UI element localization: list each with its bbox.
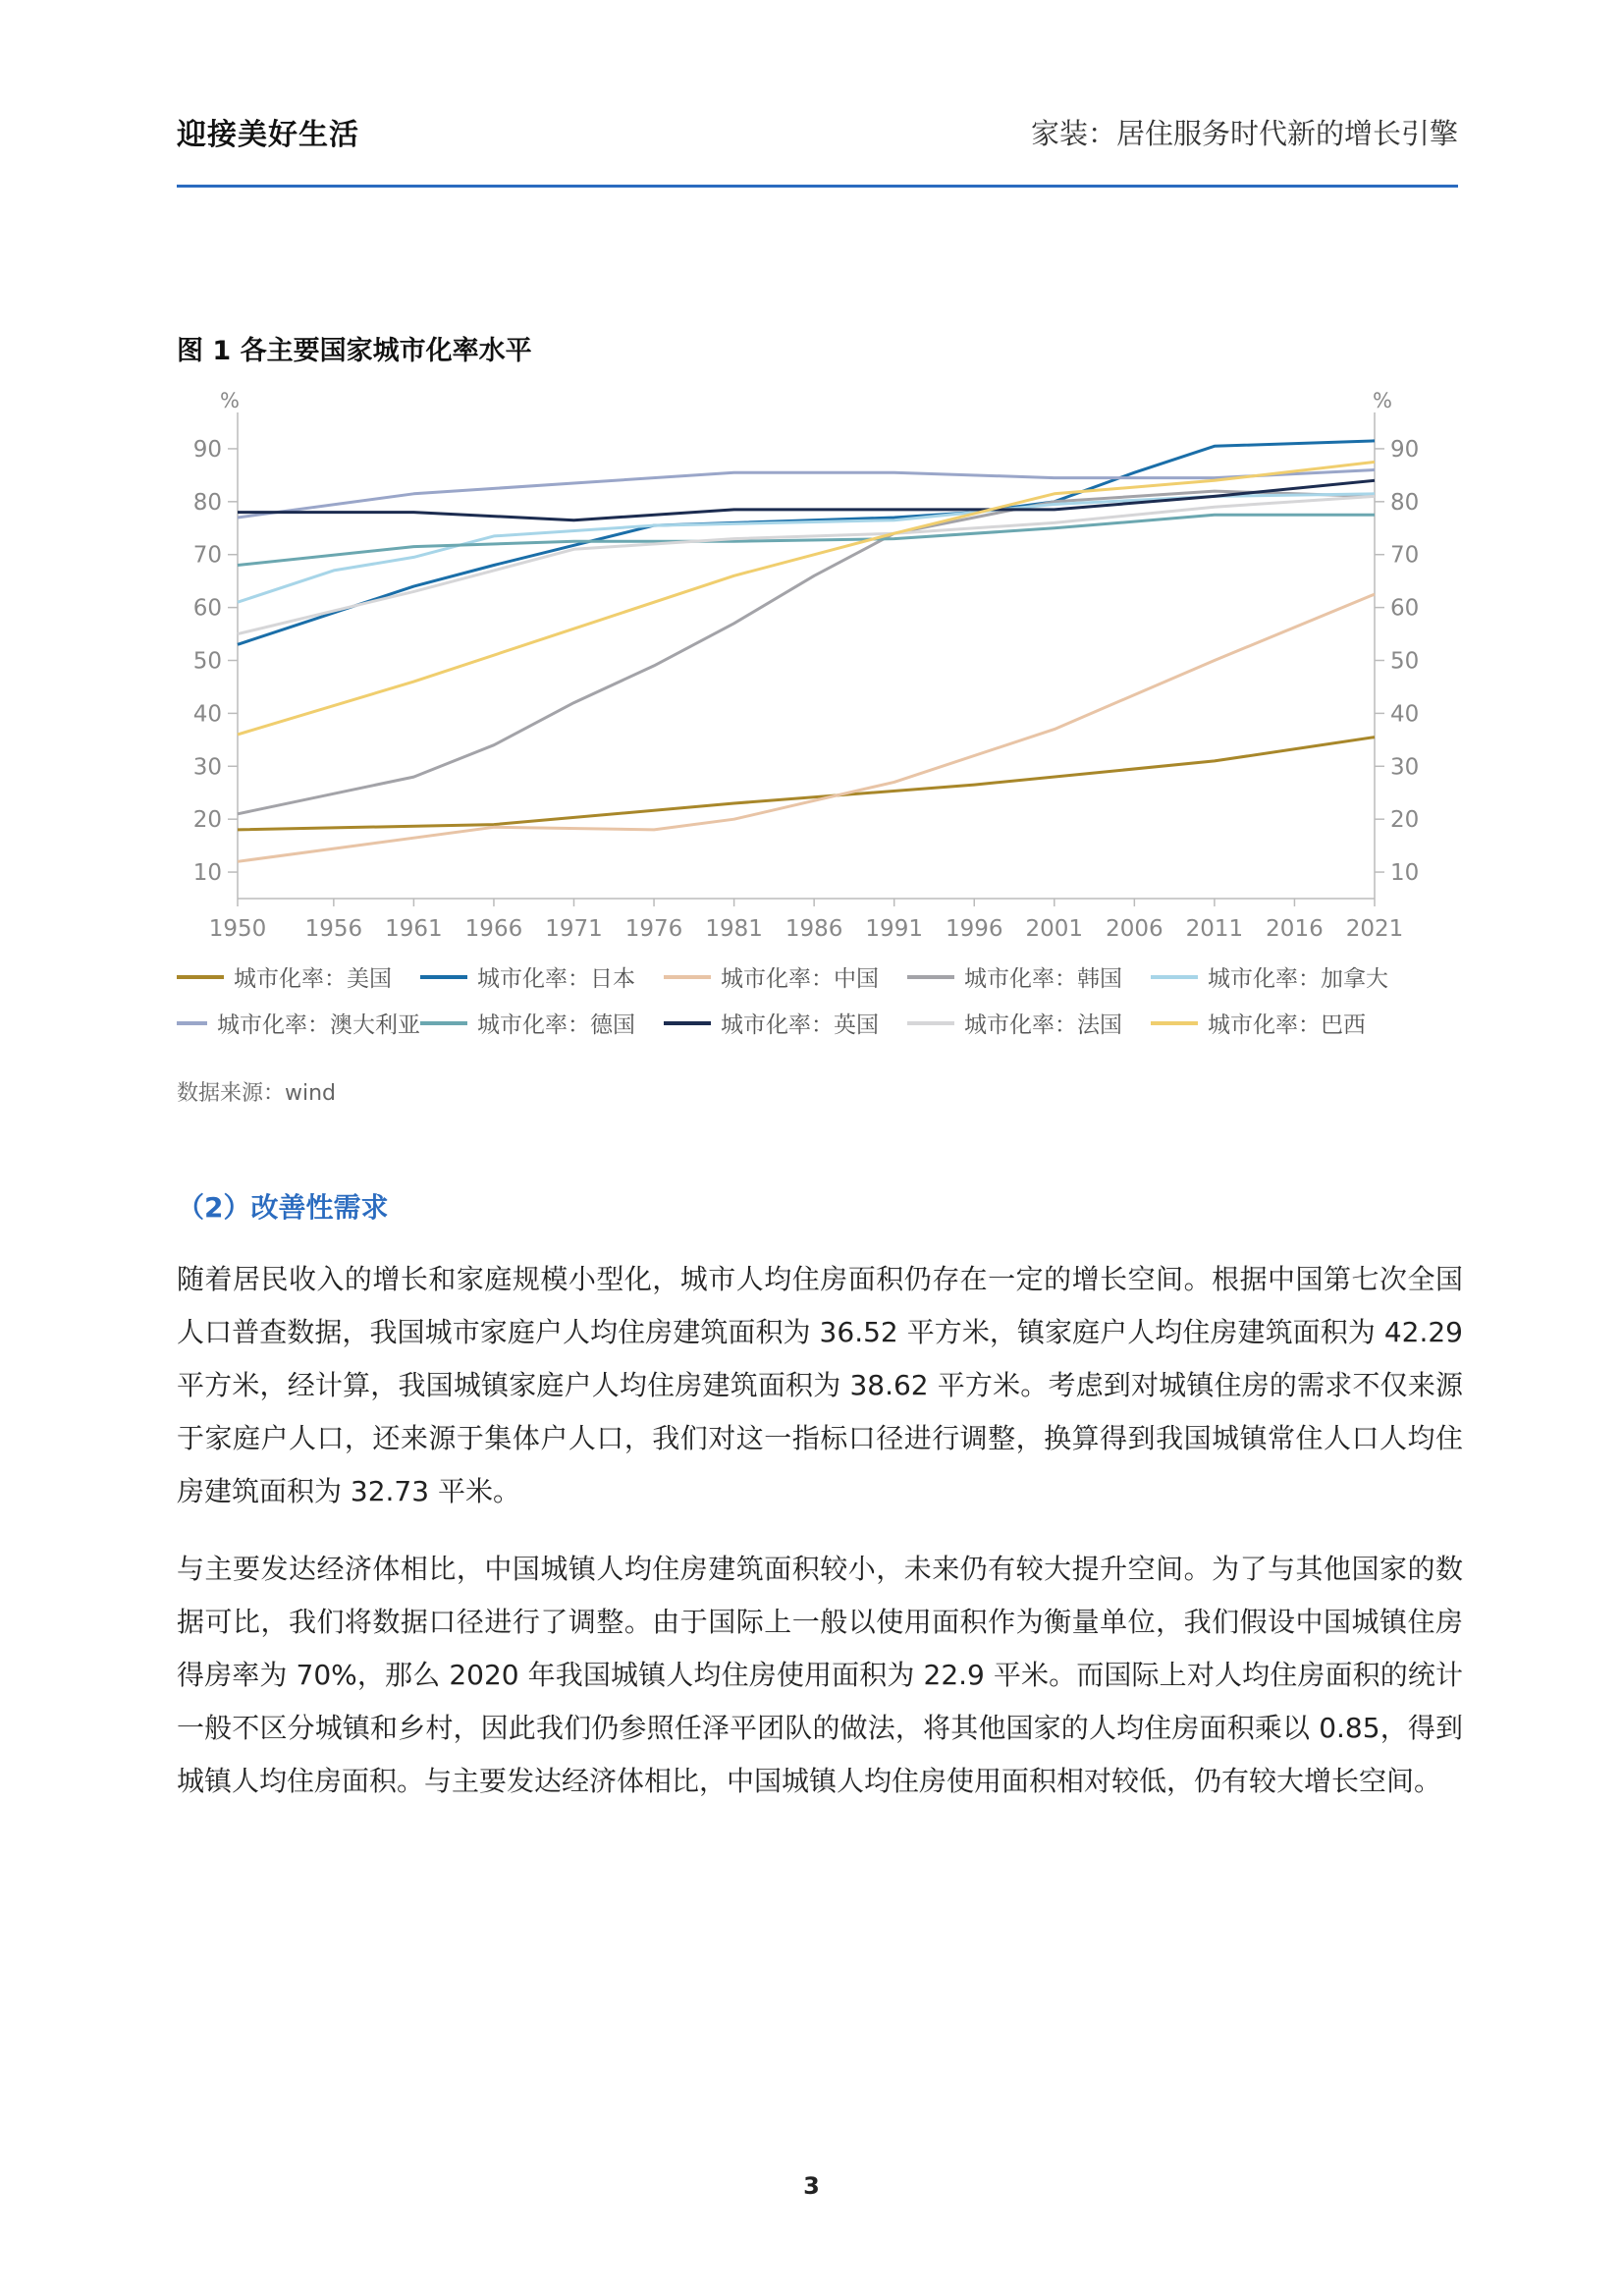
legend-swatch-4 bbox=[1151, 975, 1198, 979]
y-tick-label-right: 10 bbox=[1390, 860, 1420, 887]
y-tick-label-left: 60 bbox=[192, 595, 222, 622]
legend-item-4 bbox=[1151, 960, 1394, 993]
y-tick-label-left: 30 bbox=[192, 754, 222, 781]
left-axis-unit: % bbox=[220, 389, 240, 412]
legend-swatch-3 bbox=[907, 975, 954, 979]
legend-swatch-0 bbox=[177, 975, 224, 979]
legend-label-0: 城市化率：美国 bbox=[234, 966, 392, 992]
legend-item-8 bbox=[907, 1007, 1151, 1039]
legend-label-9: 城市化率：巴西 bbox=[1208, 1012, 1366, 1038]
legend-swatch-8 bbox=[907, 1021, 954, 1025]
y-tick-label-right: 80 bbox=[1390, 489, 1420, 516]
legend-swatch-2 bbox=[664, 975, 711, 979]
legend-label-6: 城市化率：德国 bbox=[477, 1012, 635, 1038]
right-axis-unit: % bbox=[1373, 389, 1392, 412]
series-line-0 bbox=[238, 738, 1375, 830]
x-tick-label: 1996 bbox=[945, 916, 1003, 942]
x-tick-label: 1991 bbox=[865, 916, 923, 942]
legend-item-6 bbox=[420, 1007, 664, 1039]
y-tick-label-right: 50 bbox=[1390, 648, 1420, 675]
x-tick-label: 2016 bbox=[1266, 916, 1324, 942]
x-tick-label: 2006 bbox=[1106, 916, 1163, 942]
legend-label-4: 城市化率：加拿大 bbox=[1208, 966, 1388, 992]
y-tick-label-right: 40 bbox=[1390, 701, 1420, 728]
legend-label-5: 城市化率：澳大利亚 bbox=[217, 1012, 420, 1038]
x-tick-label: 1966 bbox=[464, 916, 523, 942]
series-line-9 bbox=[238, 462, 1375, 735]
x-tick-label: 2011 bbox=[1185, 916, 1244, 942]
figure-title: 图 1 各主要国家城市化率水平 bbox=[177, 336, 532, 366]
x-tick-label: 1950 bbox=[208, 916, 267, 942]
y-tick-label-right: 70 bbox=[1390, 542, 1420, 569]
header-divider bbox=[177, 185, 1458, 188]
paragraph-1: 随着居民收入的增长和家庭规模小型化，城市人均住房面积仍存在一定的增长空间。根据中国第七次全国人口普查数据，我国城市家庭户人均住房建筑面积为 36.52 平方米，镇家庭户人均住房建筑面积为 42.29 平方米，经计算，我国城镇家庭户人均住房建筑面积为 38.62 平方米。考虑到对城镇住房的需求不仅来源于家庭户人口，还来源于集体户人口，我们对这一指标口径进行调整，换算得到我国城镇常住人口人均住房建筑面积为 32.73 平米。 bbox=[177, 1263, 1463, 1507]
y-tick-label-left: 90 bbox=[192, 436, 222, 463]
series-line-7 bbox=[238, 480, 1375, 519]
x-tick-label: 1976 bbox=[624, 916, 683, 942]
section-title: （2）改善性需求 bbox=[177, 1191, 389, 1224]
y-tick-label-left: 20 bbox=[192, 807, 222, 834]
legend-item-5 bbox=[177, 1007, 420, 1039]
x-tick-label: 1971 bbox=[545, 916, 603, 942]
x-tick-label: 1961 bbox=[385, 916, 443, 942]
figure-source: 数据来源：wind bbox=[177, 1081, 337, 1106]
x-tick-label: 1956 bbox=[304, 916, 363, 942]
x-tick-label: 2021 bbox=[1345, 916, 1404, 942]
legend-swatch-9 bbox=[1151, 1021, 1198, 1025]
legend-item-7 bbox=[664, 1007, 907, 1039]
y-tick-label-right: 90 bbox=[1390, 436, 1420, 463]
y-tick-label-left: 50 bbox=[192, 648, 222, 675]
legend-swatch-7 bbox=[664, 1021, 711, 1025]
header-title-left: 迎接美好生活 bbox=[177, 118, 359, 152]
legend-swatch-5 bbox=[177, 1021, 207, 1025]
x-tick-label: 2001 bbox=[1025, 916, 1084, 942]
y-tick-label-right: 30 bbox=[1390, 754, 1420, 781]
legend-item-2 bbox=[664, 960, 907, 993]
legend-item-0 bbox=[177, 960, 420, 993]
x-tick-label: 1986 bbox=[784, 916, 843, 942]
y-tick-label-left: 10 bbox=[192, 860, 222, 887]
urbanization-line-chart bbox=[167, 388, 1443, 948]
y-tick-label-left: 40 bbox=[192, 701, 222, 728]
series-line-2 bbox=[238, 594, 1375, 861]
paragraph-2: 与主要发达经济体相比，中国城镇人均住房建筑面积较小，未来仍有较大提升空间。为了与其他国家的数据可比，我们将数据口径进行了调整。由于国际上一般以使用面积作为衡量单位，我们假设中国城镇住房得房率为 70%，那么 2020 年我国城镇人均住房使用面积为 22.9 平米。而国际上对人均住房面积的统计一般不区分城镇和乡村，因此我们仍参照任泽平团队的做法，将其他国家的人均住房面积乘以 0.85，得到城镇人均住房面积。与主要发达经济体相比，中国城镇人均住房使用面积相对较低，仍有较大增长空间。 bbox=[177, 1553, 1463, 1797]
legend-label-7: 城市化率：英国 bbox=[721, 1012, 879, 1038]
y-tick-label-right: 60 bbox=[1390, 595, 1420, 622]
legend-item-1 bbox=[420, 960, 664, 993]
legend-item-9 bbox=[1151, 1007, 1394, 1039]
y-tick-label-left: 80 bbox=[192, 489, 222, 516]
legend-label-2: 城市化率：中国 bbox=[721, 966, 879, 992]
x-tick-label: 1981 bbox=[705, 916, 763, 942]
legend-label-3: 城市化率：韩国 bbox=[964, 966, 1122, 992]
legend-label-8: 城市化率：法国 bbox=[964, 1012, 1122, 1038]
legend-item-3 bbox=[907, 960, 1151, 993]
y-tick-label-left: 70 bbox=[192, 542, 222, 569]
chart-legend bbox=[177, 960, 1473, 1039]
legend-label-1: 城市化率：日本 bbox=[477, 966, 635, 992]
page-number: 3 bbox=[803, 2172, 820, 2200]
header-title-right: 家装：居住服务时代新的增长引擎 bbox=[1030, 117, 1458, 150]
legend-swatch-6 bbox=[420, 1021, 467, 1025]
y-tick-label-right: 20 bbox=[1390, 807, 1420, 834]
legend-swatch-1 bbox=[420, 975, 467, 979]
